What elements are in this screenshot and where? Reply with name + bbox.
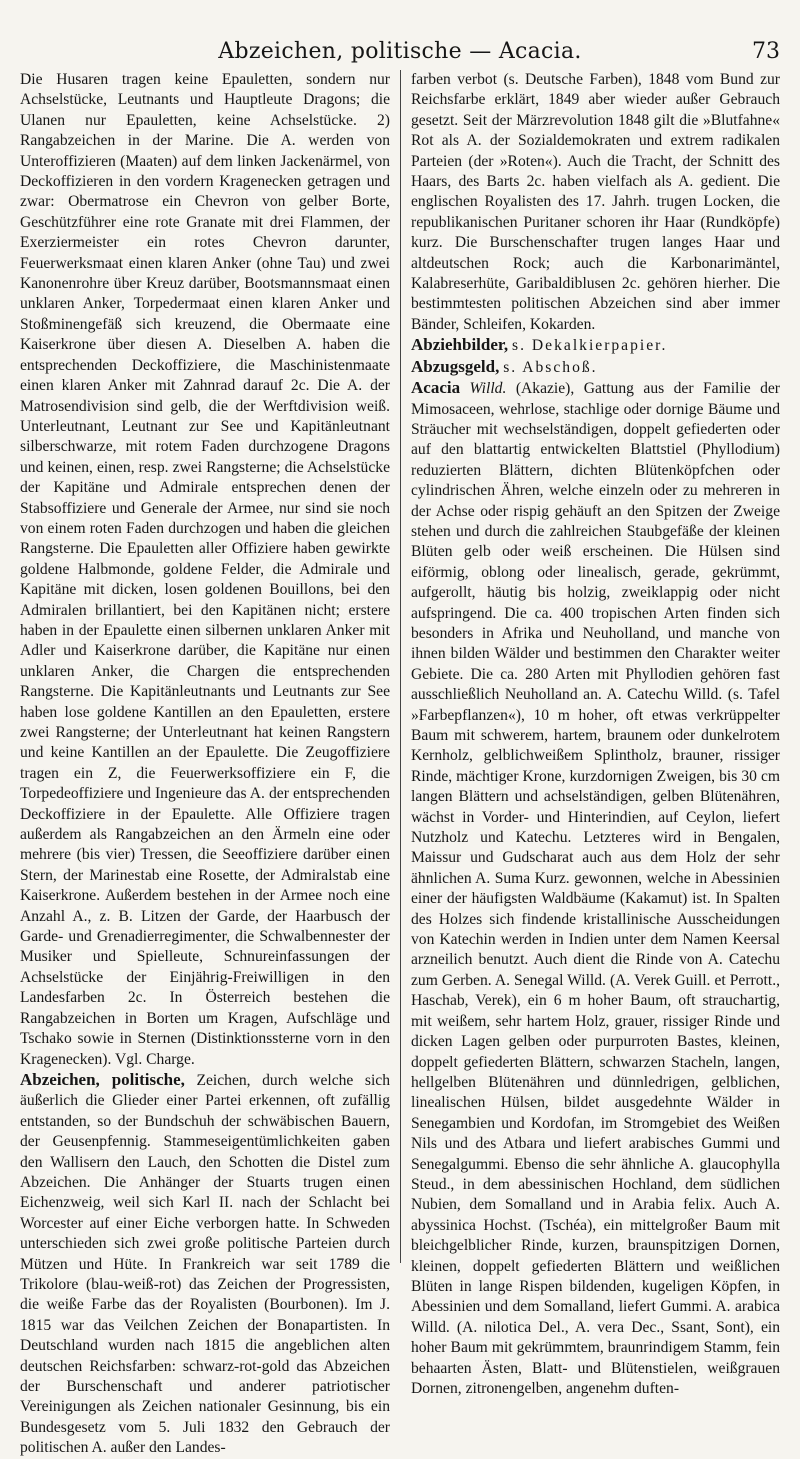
lemma-acacia: Acacia [411,378,461,398]
entry-abziehbilder [411,335,780,356]
text-columns [20,70,780,1457]
entry-acacia [411,378,780,1399]
entry-abzugsgeld [411,357,780,378]
lemma-abziehbilder: Abziehbilder, [411,335,509,355]
entry-text: Zeichen, durch welche sich äußerlich die Glieder einer Partei erkennen, oft zufällig entstanden, so der Bundschuh der schwäbischen Bauern, der Geusenpfennig. Stammeseigentümlichkeiten gaben den Wallisern den Lauch, den Schotten die Distel zum Abzeichen. Die Anhänger der Stuarts trugen einen Eichenzweig, weil sich Karl II. nach der Schlacht bei Worcester auf einer Eiche verborgen hatte. In Schweden unterschieden sich zwei große politische Parteien durch Mützen und Hüte. In Frankreich war seit 1789 die Trikolore (blau-weiß-rot) das Zeichen der Progressisten, die weiße Farbe das der Royalisten (Bourbonen). Im J. 1815 war das Veilchen Zeichen der Bonapartisten. In Deutschland wurden nach 1815 die angeblichen alten deutschen Reichsfarben: schwarz-rot-gold das Abzeichen der Burschenschaft und anderer patriotischer Vereinigungen als Zeichen nationaler Gesinnung, bis ein Bundesgesetz vom 5. Juli 1832 den Gebrauch der politischen A. außer den Landes- [20,1071,391,1457]
author-abbreviation: Willd. [469,380,507,398]
page-number: 73 [752,39,780,64]
running-title: Abzeichen, politische — Acacia. [218,39,582,64]
entry-abzeichen-politische-continued: farben verbot (s. Deutsche Farben), 1848 vom Bund zur Reichsfarbe erklärt, 1849 aber wieder außer Gebrauch gesetzt. Seit der Märzrevolution 1848 gilt die »Blutfahne« Rot als A. der Sozialdemokraten und extrem radikalen Parteien (der »Roten«). Auch die Tracht, der Schnitt des Haars, des Barts 2c. haben vielfach als A. gedient. Die englischen Royalisten des 17. Jahrh. trugen Locken, die republikanischen Puritaner schoren ihr Haar (Rundköpfe) kurz. Die Burschenschafter trugen langes Haar und altdeutschen Rock; auch die Karbonarimäntel, Kalabreserhüte, Garibaldiblusen 2c. gehören hierher. Die bestimmtesten politischen Abzeichen sind aber immer Bänder, Schleifen, Kokarden. [411,71,780,333]
page-header [20,20,780,64]
lemma-abzugsgeld: Abzugsgeld, [411,356,500,376]
entry-abzeichen-politische [20,1070,390,1459]
entry-text: (Akazie), Gattung aus der Familie der Mimosaceen, wehrlose, stachlige oder dornige Bäume und Sträucher mit wechselständigen, doppelt gefiederten oder auf den blattartig entwickelten Blattstiel (Phyllodium) reduzierten Blättern, dichten Blütenköpfchen oder cylindrischen Ähren, welche einzeln oder zu mehreren in der Achse oder rispig gehäuft an den Spitzen der Zweige stehen und durch die zahlreichen Staubgefäße der kleinen Blüten gelb oder weiß erscheinen. Die Hülsen sind eiförmig, oblong oder linealisch, gerade, gekrümmt, aufgerollt, häutig bis holzig, zweiklappig oder nicht aufspringend. Die ca. 400 tropischen Arten finden sich besonders in Afrika und Neuholland, und manche von ihnen bilden Wälder und bestimmen den Charakter weiter Gebiete. Die ca. 280 Arten mit Phyllodien gehören fast ausschließlich Neuholland an. A. Catechu Willd. (s. Tafel »Farbepflanzen«), 10 m hoher, oft etwas verkrüppelter Baum mit schwerem, hartem, braunem oder dunkelrotem Kernholz, gelblichweißem Splintholz, brauner, rissiger Rinde, mächtiger Krone, kurzdornigen Zweigen, bis 30 cm langen Blättern und achselständigen, gelben Blütenähren, wächst in Vorder- und Hinterindien, auf Ceylon, liefert Nutzholz und Katechu. Letzteres wird in Bengalen, Maissur und Gudscharat auch aus dem Holz der sehr ähnlichen A. Suma Kurz. gewonnen, welche in Abessinien einer der häufigsten Waldbäume (Kakamut) ist. In Spalten des Holzes sich findende kristallinische Ausscheidungen von Katechin werden in Indien unter dem Namen Keersal arzneilich benutzt. Auch dient die Rinde von A. Catechu zum Gerben. A. Senegal Willd. (A. Verek Guill. et Perrott., Haschab, Verek), ein 6 m hoher Baum, oft strauchartig, mit weißem, sehr hartem Holz, grauer, rissiger Rinde und dicken Lagen gelben oder purpurroten Bastes, kleinen, doppelt gefiederten Blättern, schwarzen Stacheln, langen, hellgelben Blütenähren und dünnledrigen, gelblichen, linealischen Hülsen, bildet ausgedehnte Wälder in Senegambien und Kordofan, im Stromgebiet des Weißen Nils und des Atbara und liefert arabisches Gummi und Senegalgummi. Ebenso die sehr ähnliche A. glaucophylla Steud., in dem abessinischen Hochland, dem südlichen Nubien, dem Somalland und in Arabia felix. Auch A. abyssinica Hochst. (Tschéa), ein mittelgroßer Baum mit bleichgelblicher Rinde, kurzen, braunspitzigen Dornen, kleinen, doppelt gefiederten Blättern und weißlichen Blüten in lange Rispen bildenden, kugeligen Köpfen, in Abessinien und dem Somalland, liefert Gummi. A. arabica Willd. (A. nilotica Del., A. vera Dec., Ssant, Sont), ein hoher Baum mit gekrümmtem, braunrindigem Stamm, fein behaarten Ästen, Blatt- und Blütenstielen, weißgrauen Dornen, zitronengelben, angenehm duften- [411,380,780,1397]
cross-reference: s. Abschoß. [503,358,598,376]
right-column [400,70,780,1397]
cross-reference: s. Dekalkierpapier. [512,337,668,355]
lemma-abzeichen-politische: Abzeichen, politische, [20,1069,185,1089]
left-column [20,70,400,1457]
entry-rangabzeichen-continued: Die Husaren tragen keine Epauletten, sondern nur Achselstücke, Leutnants und Hauptleute Dragons; die Ulanen nur Epauletten, keine Achselstücke. 2) Rangabzeichen in der Marine. Die A. werden von Unteroffizieren (Maaten) auf dem linken Jackenärmel, von Deckoffizieren in den vordern Kragenecken getragen und zwar: Obermatrose ein Chevron von gelber Borte, Geschützführer eine rote Granate mit drei Flammen, der Exerziermeister ein rotes Chevron darunter, Feuerwerksmaat einen klaren Anker (ohne Tau) und zwei Kanonenrohre über Kreuz darüber, Bootsmannsmaat einen unklaren Anker, Torpedermaat einen klaren Anker und Stoßminengefäß sich kreuzend, die Obermaate eine Kaiserkrone über diesen A. Dieselben A. haben die entsprechenden Deckoffiziere, die Maschinistenmaate einen klaren Anker mit Zahnrad darauf 2c. Die A. der Matrosendivision sind gelb, die der Werftdivision weiß. Unterleutnant, Leutnant zur See und Kapitänleutnant silberschwarze, mit rotem Faden durchzogene Dragons und keinen, einen, resp. zwei Rangsterne; die Achselstücke der Kapitäne und Admirale entsprechen denen der Stabsoffiziere und Generale der Armee, nur sind sie noch von einem roten Faden durchzogen und haben die gleichen Rangsterne. Die Epauletten aller Offiziere haben gewirkte goldene Halbmonde, goldene Felder, die Admirale und Kapitäne mit dicken, losen goldenen Bouillons, bei den Admiralen brillantiert, bei den Kapitänen nicht; erstere haben in der Epaulette einen silbernen unklaren Anker mit Adler und Kaiserkrone darüber, die Kapitäne nur einen unklaren Anker, die Chargen die entsprechenden Rangsterne. Die Kapitänleutnants und Leutnants zur See haben lose goldene Kantillen an den Epauletten, erstere zwei Rangsterne; der Unterleutnant hat keinen Rangstern und keine Kantillen an der Epaulette. Die Zeugoffiziere tragen ein Z, die Feuerwerksoffiziere ein F, die Torpedeoffiziere und Ingenieure das A. der entsprechenden Deckoffiziere in der Epaulette. Alle Offiziere tragen außerdem als Rangabzeichen an den Ärmeln eine oder mehrere (bis vier) Tressen, die Seeoffiziere darüber einen Stern, der Marinestab eine Rosette, der Admiralstab eine Kaiserkrone. Außerdem bestehen in der Armee noch eine Anzahl A., z. B. Litzen der Garde, der Haarbusch der Garde- und Grenadierregimenter, die Schwalbennester der Musiker und Spielleute, Schnureinfassungen der Achselstücke der Einjährig-Freiwilligen in den Landesfarben 2c. In Österreich bestehen die Rangabzeichen in Borten um Kragen, Aufschläge und Tschako sowie in Sternen (Distinktionssterne vorn in den Kragenecken). Vgl. Charge. [20,71,390,1068]
